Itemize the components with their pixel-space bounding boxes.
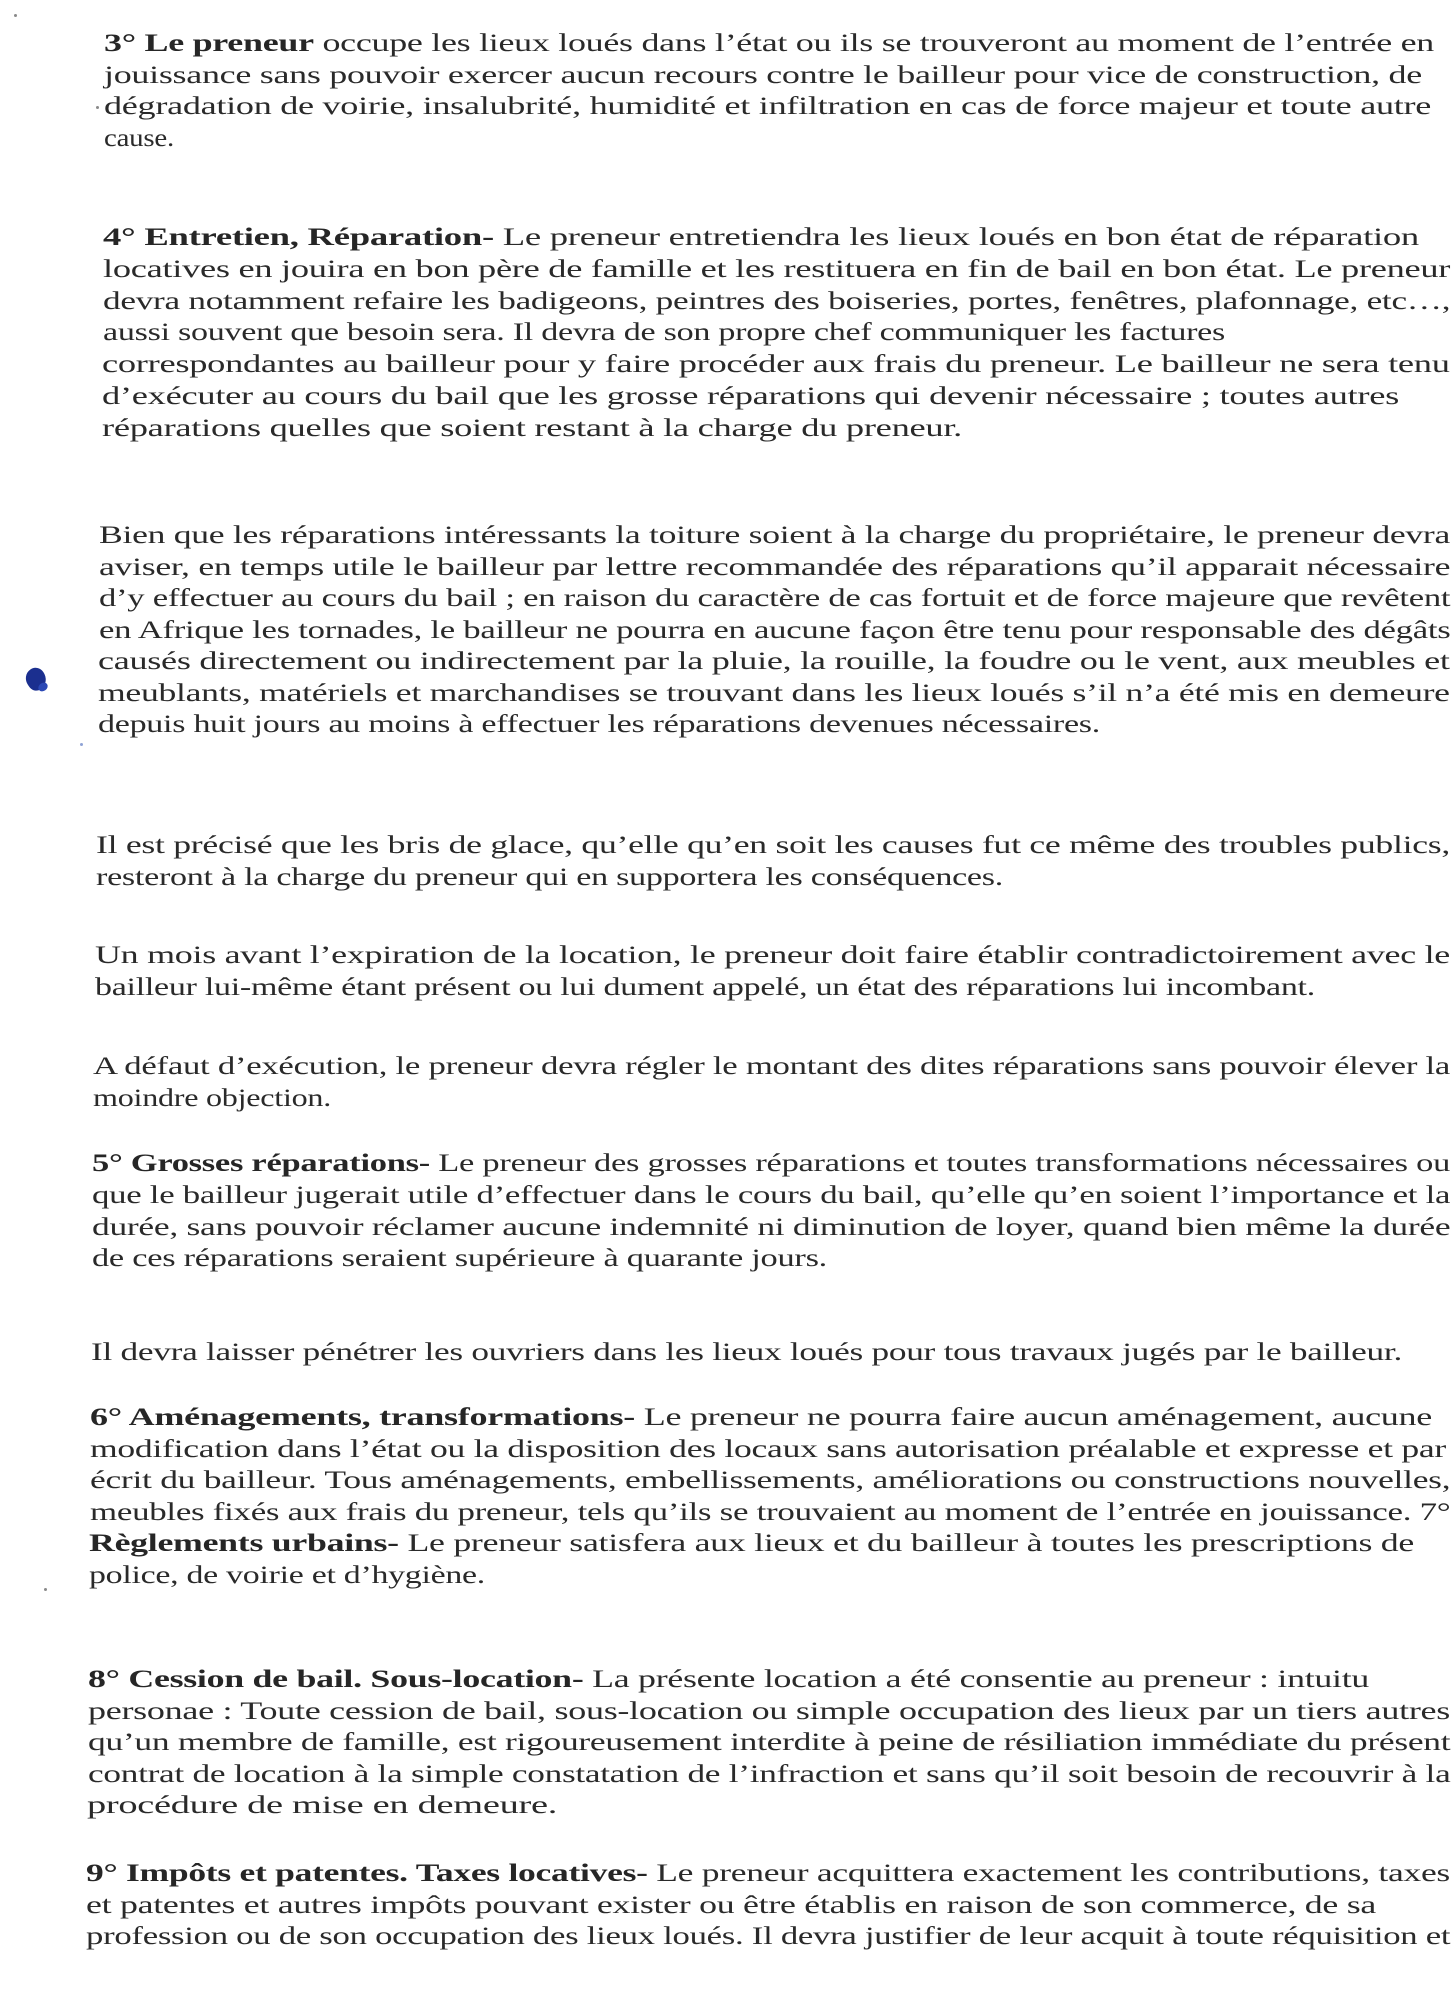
text-line: [95, 940, 1450, 970]
article-heading: 5° Grosses réparations-: [92, 1148, 430, 1177]
line-text: Bien que les réparations intéressants la toiture soient à la charge du propriétaire, le preneur devra: [99, 520, 1451, 549]
scan-speck: [80, 743, 83, 746]
text-line: [104, 60, 1422, 90]
text-line: [90, 1497, 1450, 1527]
line-text: d’exécuter au cours du bail que les grosse réparations qui devenir nécessaire ; toutes autres: [102, 381, 1400, 410]
text-line: [95, 972, 1315, 1002]
text-line: [93, 1083, 331, 1113]
text-line: [96, 862, 1003, 892]
text-line: [92, 1212, 1450, 1242]
text-line: [103, 222, 1419, 252]
text-line: [86, 1858, 1450, 1888]
line-text: occupe les lieux loués dans l’état ou ils se trouveront au moment de l’entrée en: [313, 28, 1434, 57]
line-text: La présente location a été consentie au preneur : intuitu: [583, 1664, 1370, 1693]
text-line: [103, 317, 1225, 347]
text-line: [90, 1434, 1446, 1464]
article-heading: 6° Aménagements, transformations-: [90, 1402, 635, 1431]
line-text: Le preneur ne pourra faire aucun aménagement, aucune: [634, 1402, 1433, 1431]
text-line: [102, 413, 962, 443]
line-text: personae : Toute cession de bail, sous-location ou simple occupation des lieux par un tiers autres: [87, 1695, 1450, 1725]
text-line: [88, 1664, 1369, 1694]
text-line: [104, 91, 1431, 121]
article-heading: 9° Impôts et patentes. Taxes locatives-: [86, 1858, 648, 1887]
text-line: [89, 1560, 485, 1590]
line-text: resteront à la charge du preneur qui en supportera les conséquences.: [95, 861, 1003, 891]
line-text: dégradation de voirie, insalubrité, humidité et infiltration en cas de force majeur et toute autre: [103, 91, 1431, 120]
text-line: [99, 615, 1450, 645]
text-line: [98, 678, 1450, 708]
line-text: Le preneur satisfera aux lieux et du bailleur à toutes les prescriptions de: [399, 1528, 1415, 1557]
line-text: d’y effectuer au cours du bail ; en raison du caractère de cas fortuit et de force majeure que revêtent: [98, 583, 1450, 612]
line-text: A défaut d’exécution, le preneur devra régler le montant des dites réparations sans pouvoir élever la: [93, 1051, 1451, 1080]
line-text: contrat de location à la simple constatation de l’infraction et sans qu’il soit besoin de recouvrir à la: [87, 1758, 1450, 1788]
text-line: [87, 1790, 557, 1820]
line-text: Le preneur entretiendra les lieux loués en bon état de réparation: [493, 222, 1419, 251]
line-text: Le preneur acquittera exactement les contributions, taxes: [647, 1858, 1450, 1887]
text-line: [92, 1148, 1450, 1178]
line-text: correspondantes au bailleur pour y faire procéder aux frais du preneur. Le bailleur ne sera tenu: [102, 349, 1451, 379]
line-text: que le bailleur jugerait utile d’effectuer dans le cours du bail, qu’elle qu’en soient l’importance et la: [91, 1179, 1451, 1209]
text-line: [104, 123, 174, 153]
line-text: en Afrique les tornades, le bailleur ne pourra en aucune façon être tenu pour responsable des dégâts: [98, 614, 1451, 644]
text-line: [102, 349, 1450, 379]
text-line: [88, 1727, 1450, 1757]
scan-speck: [96, 106, 99, 109]
line-text: procédure de mise en demeure.: [87, 1790, 558, 1819]
text-line: [103, 254, 1450, 284]
text-line: [99, 520, 1450, 550]
text-line: [88, 1759, 1450, 1789]
line-text: Il devra laisser pénétrer les ouvriers dans les lieux loués pour tous travaux jugés par le bailleur.: [91, 1337, 1402, 1366]
line-text: aussi souvent que besoin sera. Il devra de son propre chef communiquer les factures: [102, 317, 1225, 347]
line-text: modification dans l’état ou la disposition des locaux sans autorisation préalable et expresse et par: [89, 1433, 1446, 1463]
article-heading: 4° Entretien, Réparation-: [103, 222, 494, 251]
line-text: qu’un membre de famille, est rigoureusement interdite à peine de résiliation immédiate du présent: [87, 1727, 1451, 1756]
text-line: [90, 1465, 1450, 1495]
text-line: [102, 381, 1399, 411]
line-text: police, de voirie et d’hygiène.: [89, 1559, 486, 1589]
line-text: aviser, en temps utile le bailleur par lettre recommandée des réparations qu’il apparait nécessaire: [98, 551, 1451, 581]
scan-speck: [44, 1588, 47, 1591]
article-heading: 8° Cession de bail. Sous-location-: [88, 1664, 584, 1693]
text-line: [98, 646, 1450, 676]
line-text: Le preneur des grosses réparations et toutes transformations nécessaires ou: [429, 1148, 1451, 1177]
text-line: [86, 1890, 1376, 1920]
text-line: [104, 28, 1434, 58]
line-text: de ces réparations seraient supérieure à quarante jours.: [91, 1243, 827, 1273]
line-text: depuis huit jours au moins à effectuer les réparations devenues nécessaires.: [98, 709, 1101, 738]
text-line: [96, 830, 1450, 860]
line-text: locatives en jouira en bon père de famille et les restituera en fin de bail en bon état. Le preneur: [102, 253, 1450, 283]
line-text: devra notamment refaire les badigeons, peintres des boiseries, portes, fenêtres, plafonnage, etc…,: [102, 285, 1450, 315]
text-line: [92, 1243, 827, 1273]
text-line: [99, 583, 1450, 613]
line-text: meublants, matériels et marchandises se trouvant dans les lieux loués s’il n’a été mis en demeure: [98, 677, 1450, 707]
line-text: jouissance sans pouvoir exercer aucun recours contre le bailleur pour vice de construction, de: [103, 59, 1422, 89]
text-line: [93, 1051, 1450, 1081]
text-line: [90, 1402, 1432, 1432]
scan-speck: [14, 14, 17, 17]
line-text: profession ou de son occupation des lieux loués. Il devra justifier de leur acquit à toute réquisition et: [85, 1921, 1450, 1950]
text-line: [88, 1696, 1450, 1726]
line-text: moindre objection.: [92, 1083, 331, 1112]
line-text: durée, sans pouvoir réclamer aucune indemnité ni diminution de loyer, quand bien même la durée: [91, 1211, 1450, 1241]
line-text: écrit du bailleur. Tous aménagements, embellissements, améliorations ou constructions nouvelles,: [89, 1465, 1450, 1494]
line-text: Un mois avant l’expiration de la location, le preneur doit faire établir contradictoirement avec le: [95, 940, 1450, 969]
line-text: cause.: [103, 122, 174, 152]
text-line: [98, 709, 1100, 739]
line-text: bailleur lui-même étant présent ou lui dument appelé, un état des réparations lui incombant.: [94, 972, 1315, 1001]
article-heading: 3° Le preneur: [104, 28, 314, 57]
text-line: [91, 1337, 1402, 1367]
line-text: et patentes et autres impôts pouvant exister ou être établis en raison de son commerce, de sa: [85, 1889, 1376, 1919]
text-line: [86, 1921, 1450, 1951]
text-line: [99, 552, 1450, 582]
line-text: Il est précisé que les bris de glace, qu’elle qu’en soit les causes fut ce même des troubles publics,: [96, 830, 1450, 859]
text-line: [103, 286, 1450, 316]
line-text: meubles fixés aux frais du preneur, tels qu’ils se trouvaient au moment de l’entrée en jouissance. 7°: [89, 1496, 1451, 1526]
article-heading: Règlements urbains-: [89, 1528, 400, 1557]
text-line: [92, 1180, 1450, 1210]
text-line: [89, 1528, 1414, 1558]
line-text: réparations quelles que soient restant à la charge du preneur.: [102, 412, 963, 442]
line-text: causés directement ou indirectement par la pluie, la rouille, la foudre ou le vent, aux meubles et: [98, 646, 1451, 675]
